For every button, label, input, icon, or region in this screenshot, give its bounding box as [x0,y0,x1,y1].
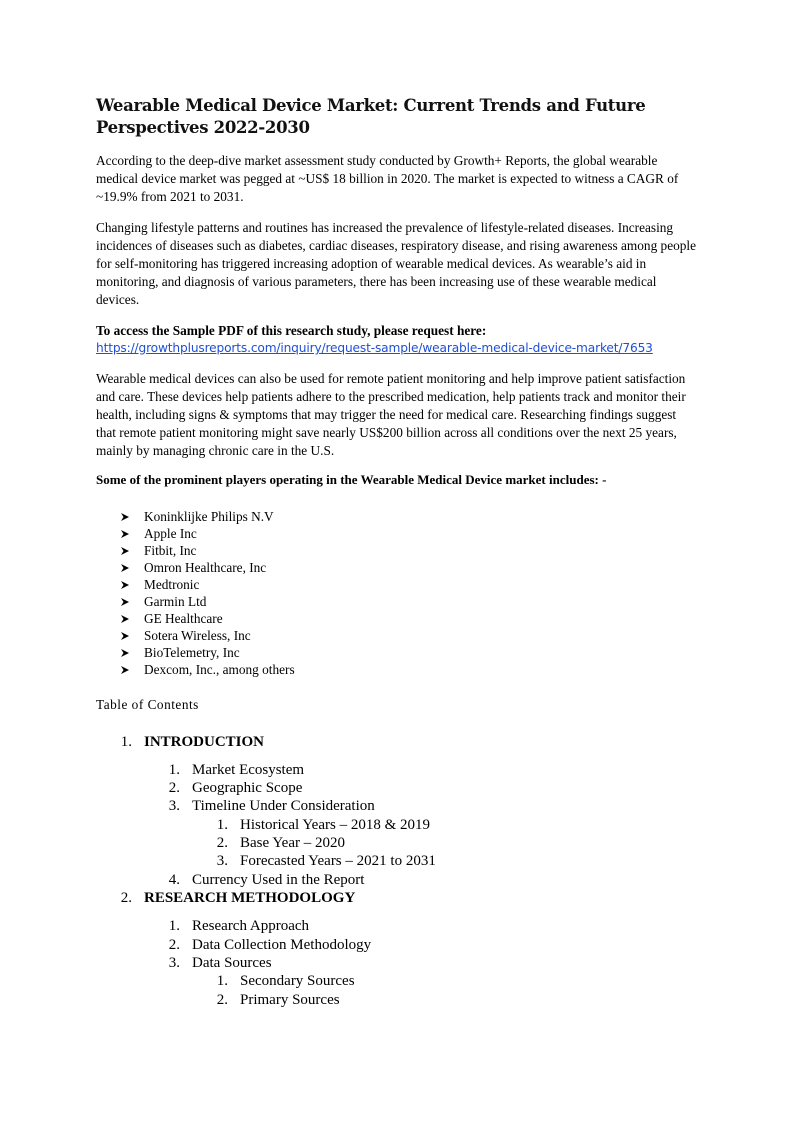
list-item [96,559,295,576]
player-name: GE Healthcare [144,611,223,626]
list-item [96,525,295,542]
toc-title: Table of Contents [96,697,199,712]
lifestyle-paragraph: Changing lifestyle patterns and routines has increased the prevalence of lifestyle-related diseases. Increasing incidences of diseases such as diabetes, cardiac diseases, respiratory disease, and rising awareness among people for self-monitoring has triggered increasing adoption of wearable medical devices. As wearable’s aid in monitoring, and diagnosis of various parameters, there has been increasing use of these wearable medical devices. [96,220,696,307]
list-item [96,627,295,644]
toc-text: Base Year – 2020 [240,835,345,851]
arrow-bullet-icon [120,597,130,607]
arrow-bullet-icon [120,563,130,573]
players-list [96,508,295,678]
arrow-bullet-icon [120,529,130,539]
toc-number: 1. [216,973,228,989]
arrow-bullet-icon [120,580,130,590]
toc-number: 2. [216,992,228,1008]
toc-text: Geographic Scope [192,780,303,796]
player-name: Dexcom, Inc., among others [144,662,295,677]
toc-text: Market Ecosystem [192,762,305,778]
list-item [96,644,295,661]
player-name: Koninklijke Philips N.V [144,509,274,524]
toc-text: Currency Used in the Report [192,872,365,888]
list-item [96,542,295,559]
arrow-bullet-icon [120,665,130,675]
sample-request-link[interactable]: https://growthplusreports.com/inquiry/request-sample/wearable-medical-device-market/7653 [96,341,653,355]
arrow-bullet-icon [120,546,130,556]
player-name: BioTelemetry, Inc [144,645,240,660]
toc-text: INTRODUCTION [144,734,265,750]
arrow-bullet-icon [120,648,130,658]
toc-text: Research Approach [192,918,310,934]
list-item [96,576,295,593]
player-name: Fitbit, Inc [144,543,197,558]
sample-request-label: To access the Sample PDF of this research study, please request here: [96,323,487,338]
toc-number: 4. [168,872,180,888]
list-item [96,610,295,627]
document-title: Wearable Medical Device Market: Current Trends and Future Perspectives 2022-2030 [96,96,646,137]
player-name: Sotera Wireless, Inc [144,628,251,643]
player-name: Omron Healthcare, Inc [144,560,267,575]
remote-monitoring-paragraph: Wearable medical devices can also be used for remote patient monitoring and help improve patient satisfaction and care. These devices help patients adhere to the prescribed medication, help patients track and monitor their health, including signs & symptoms that may trigger the need for medical care. Researching findings suggest that remote patient monitoring might save nearly US$200 billion across all conditions over the next 25 years, mainly by managing chronic care in the U.S. [96,371,686,458]
arrow-bullet-icon [120,512,130,522]
arrow-bullet-icon [120,614,130,624]
toc-number: 3. [168,798,180,814]
arrow-bullet-icon [120,631,130,641]
toc-text: Primary Sources [240,992,340,1008]
toc-number: 2. [168,780,180,796]
toc-number: 3. [216,853,228,869]
toc-text: Data Collection Methodology [192,937,372,953]
toc-number: 1. [216,817,228,833]
list-item [96,508,295,525]
toc-number: 2. [216,835,228,851]
toc-text: Secondary Sources [240,973,355,989]
toc-number: 2. [120,890,132,906]
players-heading: Some of the prominent players operating in the Wearable Medical Device market includes: - [96,472,607,487]
toc-text: Forecasted Years – 2021 to 2031 [240,853,436,869]
toc-text: Data Sources [192,955,272,971]
toc-number: 1. [120,734,132,750]
toc-text: Historical Years – 2018 & 2019 [240,817,430,833]
list-item [96,661,295,678]
player-name: Garmin Ltd [144,594,207,609]
intro-paragraph: According to the deep-dive market assessment study conducted by Growth+ Reports, the global wearable medical device market was pegged at ~US$ 18 billion in 2020. The market is expected to witness a CAGR of ~19.9% from 2021 to 2031. [96,153,679,204]
toc-text: Timeline Under Consideration [192,798,375,814]
toc-text: RESEARCH METHODOLOGY [144,890,356,906]
toc-number: 3. [168,955,180,971]
toc-number: 2. [168,937,180,953]
player-name: Medtronic [144,577,200,592]
toc-number: 1. [168,918,180,934]
list-item [96,593,295,610]
player-name: Apple Inc [144,526,197,541]
toc-number: 1. [168,762,180,778]
